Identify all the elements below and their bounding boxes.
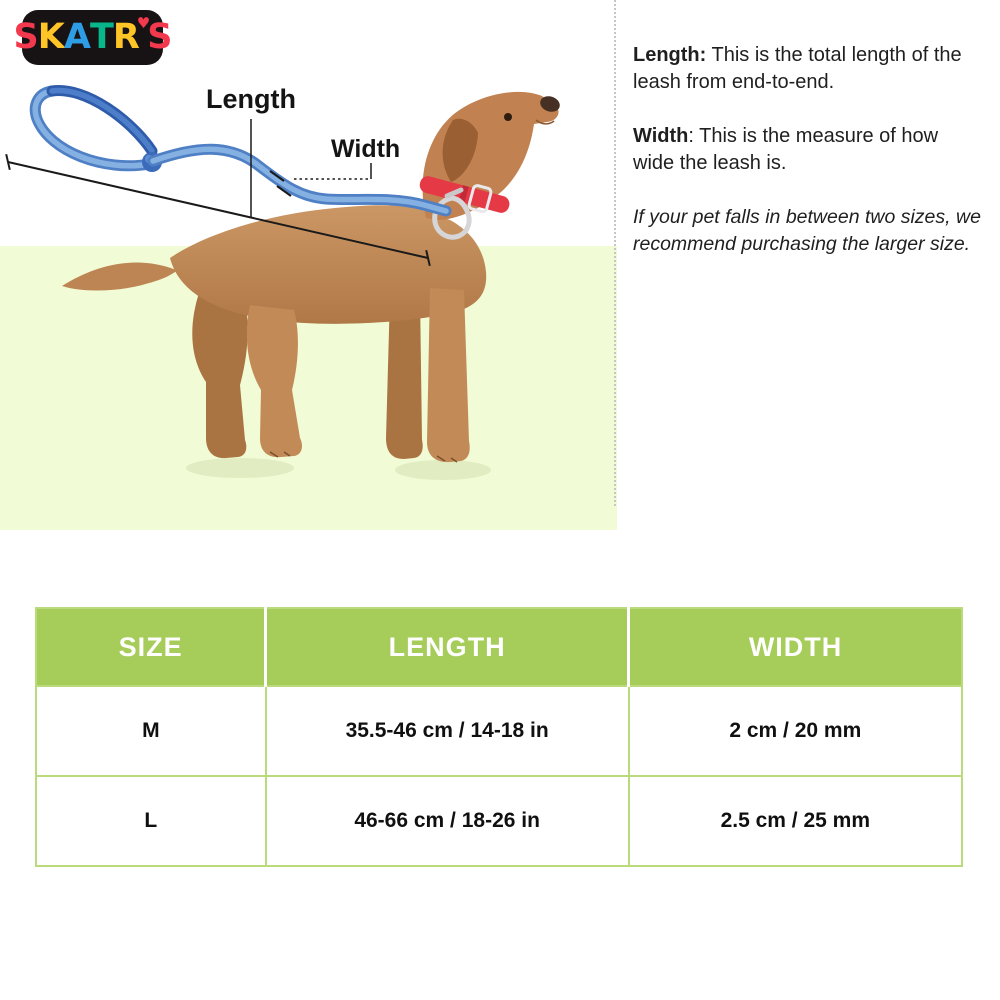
width-cell: 2 cm / 20 mm bbox=[629, 686, 962, 776]
table-row bbox=[36, 686, 962, 776]
width-column-header: WIDTH bbox=[629, 608, 962, 686]
length-diagram-label: Length bbox=[206, 84, 296, 114]
width-diagram-label: Width bbox=[331, 135, 401, 163]
size-cell: M bbox=[36, 686, 266, 776]
leash-strap-highlight bbox=[153, 149, 446, 211]
definitions-panel bbox=[633, 42, 983, 286]
length-definition bbox=[633, 42, 983, 96]
dog-leash-illustration bbox=[0, 0, 620, 540]
length-term: Length: bbox=[633, 44, 707, 66]
dog-front-leg-near bbox=[427, 288, 470, 462]
width-definition bbox=[633, 123, 983, 177]
dog-eye bbox=[504, 113, 512, 121]
paw-shadow bbox=[395, 460, 491, 480]
size-cell: L bbox=[36, 776, 266, 866]
width-cell: 2.5 cm / 25 mm bbox=[629, 776, 962, 866]
logo-letter: R bbox=[112, 17, 139, 57]
table-row bbox=[36, 776, 962, 866]
sizing-note: If your pet falls in between two sizes, we recommend purchasing the larger size. bbox=[633, 206, 981, 256]
length-cell: 46-66 cm / 18-26 in bbox=[266, 776, 629, 866]
width-description: : This is the measure of how wide the leash is. bbox=[633, 125, 939, 174]
dog-rear-leg-far bbox=[192, 290, 247, 458]
logo-letter: S bbox=[13, 17, 38, 57]
logo-letter: S bbox=[147, 17, 172, 57]
leash-handle-top bbox=[52, 91, 152, 151]
length-column-header: LENGTH bbox=[266, 608, 629, 686]
size-table bbox=[35, 607, 963, 867]
dog-rear-leg-near bbox=[247, 305, 302, 457]
size-table-header-row bbox=[36, 608, 962, 686]
length-description: This is the total length of the leash from end-to-end. bbox=[633, 44, 962, 93]
paw-shadow bbox=[186, 458, 294, 478]
logo-letter: T bbox=[89, 17, 113, 57]
width-term: Width bbox=[633, 125, 689, 147]
size-column-header: SIZE bbox=[36, 608, 266, 686]
logo-letter: ♥ bbox=[136, 14, 150, 32]
dog-tail bbox=[62, 263, 180, 291]
length-cell: 35.5-46 cm / 14-18 in bbox=[266, 686, 629, 776]
logo-letter: K bbox=[37, 17, 64, 57]
logo-letter: A bbox=[63, 17, 90, 57]
